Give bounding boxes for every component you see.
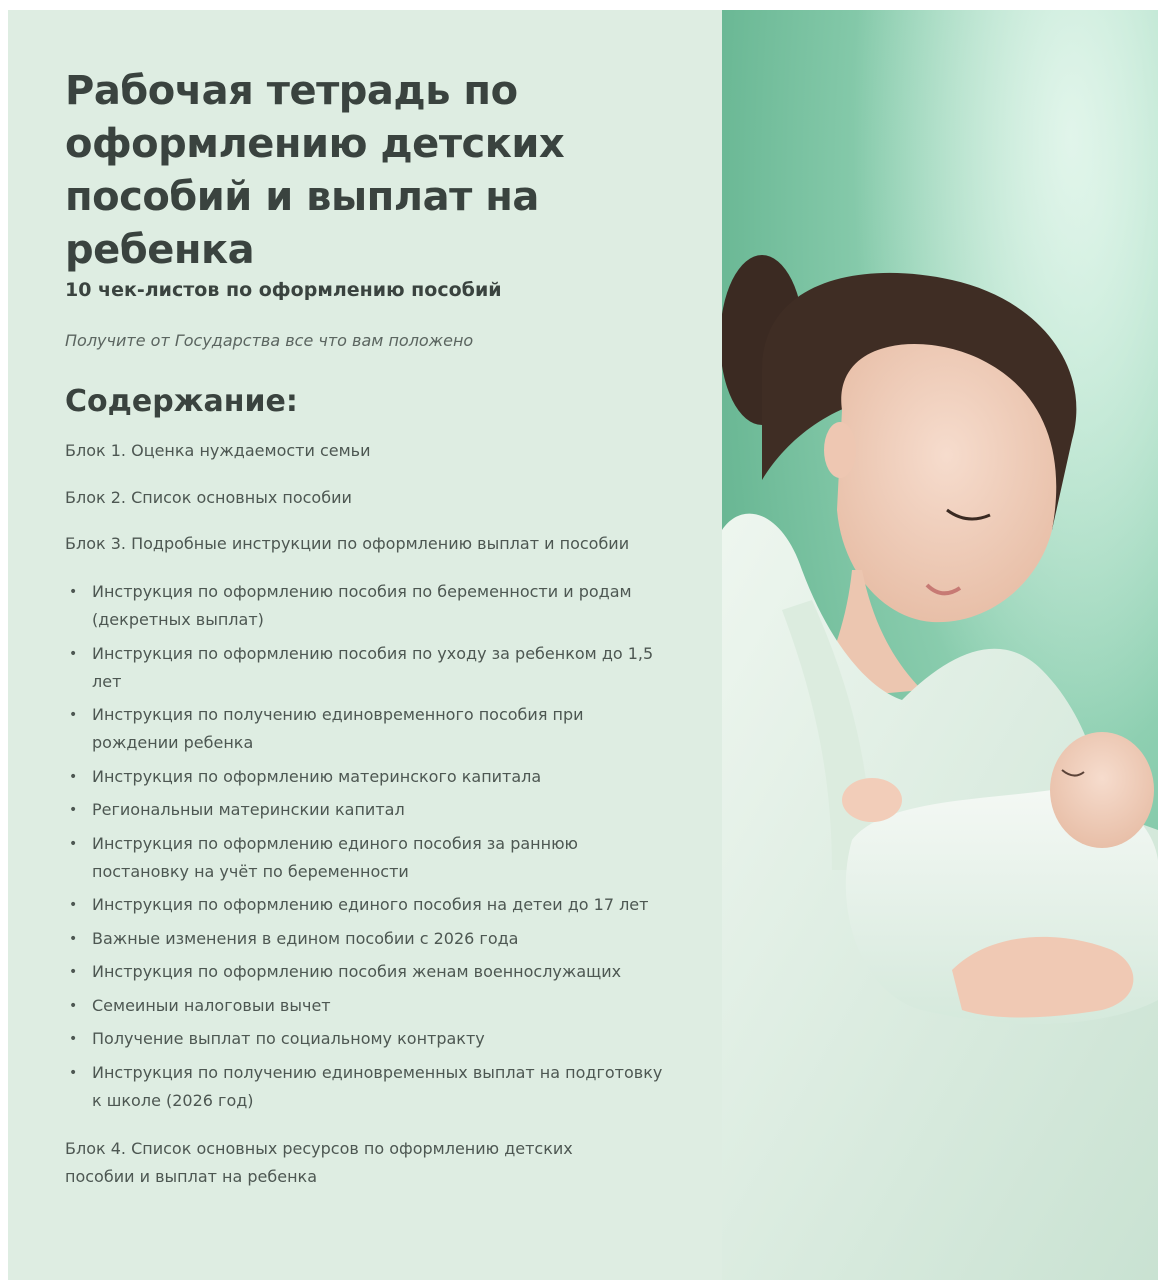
list-item <box>65 578 665 634</box>
text-panel <box>8 10 722 1280</box>
tagline: Получите от Государства все что вам положено <box>65 331 474 350</box>
bullet: • <box>69 645 78 662</box>
contents-heading: Содержание: <box>65 384 298 419</box>
content-column <box>65 65 665 1191</box>
list-item <box>65 1025 665 1053</box>
block-3: Блок 3. Подробные инструкции по оформлению выплат и пособии <box>65 534 630 553</box>
list-item-text: Инструкция по оформлению пособия женам военнослужащих <box>92 962 622 981</box>
bullet: • <box>69 997 78 1014</box>
list-item-text: Инструкция по получению единовременных выплат на подготовку к школе (2026 год) <box>92 1062 663 1110</box>
list-item <box>65 830 665 886</box>
block-4: Блок 4. Список основных ресурсов по оформлению детских пособии и выплат на ребенка <box>65 1138 573 1186</box>
list-item-text: Инструкция по оформлению материнского капитала <box>92 766 542 786</box>
list-item <box>65 925 665 953</box>
bullet: • <box>69 964 78 980</box>
ear-shape <box>824 422 856 478</box>
list-item <box>65 796 665 824</box>
block-2: Блок 2. Список основных пособии <box>65 488 352 507</box>
list-item <box>65 640 665 696</box>
list-item-text: Получение выплат по социальному контракту <box>92 1029 485 1048</box>
list-item-text: Инструкция по оформлению пособия по беременности и родам (декретных выплат) <box>92 582 632 629</box>
list-item-text: Инструкция по оформлению единого пособия на детеи до 17 лет <box>92 895 649 914</box>
list-item-text: Семеиныи налоговыи вычет <box>92 995 331 1015</box>
bullet: • <box>69 1064 78 1081</box>
list-item <box>65 763 665 791</box>
document-subtitle: 10 чек-листов по оформлению пособий <box>65 279 502 301</box>
list-item <box>65 1059 665 1115</box>
instruction-list <box>65 578 665 1115</box>
list-item <box>65 701 665 757</box>
list-item <box>65 958 665 986</box>
bullet: • <box>69 707 78 723</box>
bullet: • <box>69 897 78 913</box>
list-item <box>65 891 665 919</box>
bullet: • <box>69 768 78 785</box>
mother-baby-illustration <box>722 10 1158 1280</box>
bullet: • <box>69 1031 78 1047</box>
document-title: Рабочая тетрадь по оформлению детских пособий и выплат на ребенка <box>65 68 565 273</box>
list-item-text: Важные изменения в едином пособии с 2026 года <box>92 928 519 948</box>
block-1: Блок 1. Оценка нуждаемости семьи <box>65 441 371 460</box>
bullet: • <box>69 802 78 818</box>
list-item-text: Инструкция по получению единовременного пособия при рождении ребенка <box>92 705 584 752</box>
mother-with-baby-photo <box>722 10 1158 1280</box>
bullet: • <box>69 584 78 600</box>
list-item-text: Региональныи материнскии капитал <box>92 800 405 819</box>
bullet: • <box>69 930 78 947</box>
list-item <box>65 992 665 1020</box>
list-item-text: Инструкция по оформлению единого пособия за раннюю постановку на учёт по беременности <box>92 833 579 881</box>
bullet: • <box>69 835 78 852</box>
list-item-text: Инструкция по оформлению пособия по уходу за ребенком до 1,5 лет <box>92 643 654 691</box>
